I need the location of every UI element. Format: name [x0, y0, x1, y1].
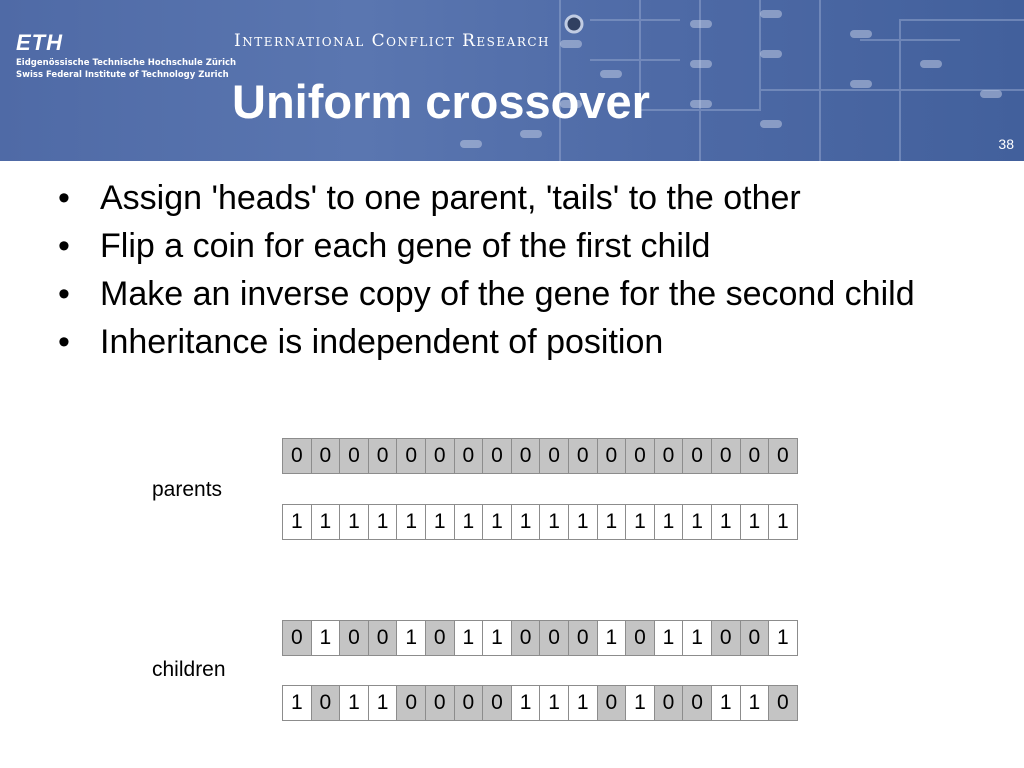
gene-cell: 1	[569, 504, 598, 540]
gene-cell: 0	[655, 685, 684, 721]
gene-cell: 0	[769, 438, 798, 474]
gene-cell: 0	[397, 438, 426, 474]
gene-cell: 1	[369, 504, 398, 540]
gene-cell: 0	[683, 438, 712, 474]
gene-cell: 1	[455, 620, 484, 656]
gene-cell: 0	[340, 620, 369, 656]
research-group-name: International Conflict Research	[234, 31, 551, 51]
bullet-item	[58, 180, 988, 216]
gene-cell: 1	[483, 504, 512, 540]
gene-cell: 1	[655, 504, 684, 540]
gene-cell: 1	[626, 504, 655, 540]
children-label: children	[152, 658, 226, 681]
gene-cell: 1	[483, 620, 512, 656]
institution-name-german: Eidgenössische Technische Hochschule Zürich	[16, 58, 237, 68]
bullet-item	[58, 228, 988, 264]
gene-cell: 0	[569, 438, 598, 474]
parent2-gene-row	[282, 504, 798, 540]
gene-cell: 1	[312, 620, 341, 656]
bullet-dot-icon: •	[58, 227, 70, 265]
bullet-text: Flip a coin for each gene of the first child	[100, 227, 711, 265]
gene-cell: 1	[769, 620, 798, 656]
gene-cell: 1	[397, 504, 426, 540]
gene-cell: 0	[369, 438, 398, 474]
gene-cell: 0	[340, 438, 369, 474]
gene-cell: 0	[683, 685, 712, 721]
parents-label: parents	[152, 478, 223, 501]
gene-cell: 0	[397, 685, 426, 721]
gene-cell: 1	[397, 620, 426, 656]
bullet-text: Inheritance is independent of position	[100, 323, 664, 361]
gene-cell: 0	[426, 620, 455, 656]
gene-cell: 0	[426, 438, 455, 474]
gene-cell: 1	[540, 504, 569, 540]
gene-cell: 1	[683, 620, 712, 656]
gene-cell: 0	[283, 620, 312, 656]
bullet-dot-icon: •	[58, 179, 70, 217]
slide-title: Uniform crossover	[232, 75, 650, 128]
gene-cell: 1	[741, 685, 770, 721]
gene-cell: 0	[483, 685, 512, 721]
bullet-item	[58, 276, 988, 312]
gene-cell: 1	[741, 504, 770, 540]
gene-cell: 0	[369, 620, 398, 656]
gene-cell: 1	[598, 620, 627, 656]
gene-cell: 1	[655, 620, 684, 656]
gene-cell: 0	[598, 438, 627, 474]
gene-cell: 0	[540, 620, 569, 656]
gene-cell: 0	[626, 438, 655, 474]
eth-logo: ETH	[16, 30, 63, 55]
gene-cell: 1	[540, 685, 569, 721]
gene-cell: 1	[369, 685, 398, 721]
gene-cell: 0	[769, 685, 798, 721]
gene-cell: 1	[512, 685, 541, 721]
gene-cell: 1	[712, 685, 741, 721]
gene-cell: 0	[712, 620, 741, 656]
bullet-item	[58, 324, 988, 360]
gene-cell: 0	[569, 620, 598, 656]
gene-cell: 0	[655, 438, 684, 474]
gene-cell: 0	[455, 438, 484, 474]
gene-cell: 1	[340, 504, 369, 540]
gene-cell: 1	[283, 685, 312, 721]
gene-cell: 0	[712, 438, 741, 474]
header-banner	[0, 0, 1024, 161]
gene-cell: 1	[312, 504, 341, 540]
gene-cell: 0	[598, 685, 627, 721]
child1-gene-row	[282, 620, 798, 656]
bullet-text: Assign 'heads' to one parent, 'tails' to the other	[100, 179, 801, 217]
gene-cell: 0	[312, 685, 341, 721]
gene-cell: 1	[512, 504, 541, 540]
institution-name-english: Swiss Federal Institute of Technology Zurich	[16, 70, 229, 80]
gene-cell: 1	[569, 685, 598, 721]
gene-cell: 1	[283, 504, 312, 540]
gene-cell: 0	[626, 620, 655, 656]
gene-cell: 0	[312, 438, 341, 474]
gene-cell: 0	[540, 438, 569, 474]
bullet-text: Make an inverse copy of the gene for the second child	[100, 275, 915, 313]
gene-cell: 1	[455, 504, 484, 540]
bullet-list	[58, 180, 988, 372]
gene-cell: 0	[426, 685, 455, 721]
gene-cell: 0	[455, 685, 484, 721]
bullet-dot-icon: •	[58, 323, 70, 361]
gene-cell: 1	[426, 504, 455, 540]
parent1-gene-row	[282, 438, 798, 474]
child2-gene-row	[282, 685, 798, 721]
gene-cell: 1	[626, 685, 655, 721]
gene-cell: 1	[340, 685, 369, 721]
gene-cell: 0	[512, 438, 541, 474]
gene-cell: 0	[741, 620, 770, 656]
slide-number: 38	[998, 136, 1014, 152]
gene-cell: 0	[512, 620, 541, 656]
gene-cell: 1	[712, 504, 741, 540]
gene-cell: 0	[483, 438, 512, 474]
gene-cell: 1	[769, 504, 798, 540]
gene-cell: 0	[741, 438, 770, 474]
gene-cell: 0	[283, 438, 312, 474]
bullet-dot-icon: •	[58, 275, 70, 313]
gene-cell: 1	[598, 504, 627, 540]
gene-cell: 1	[683, 504, 712, 540]
